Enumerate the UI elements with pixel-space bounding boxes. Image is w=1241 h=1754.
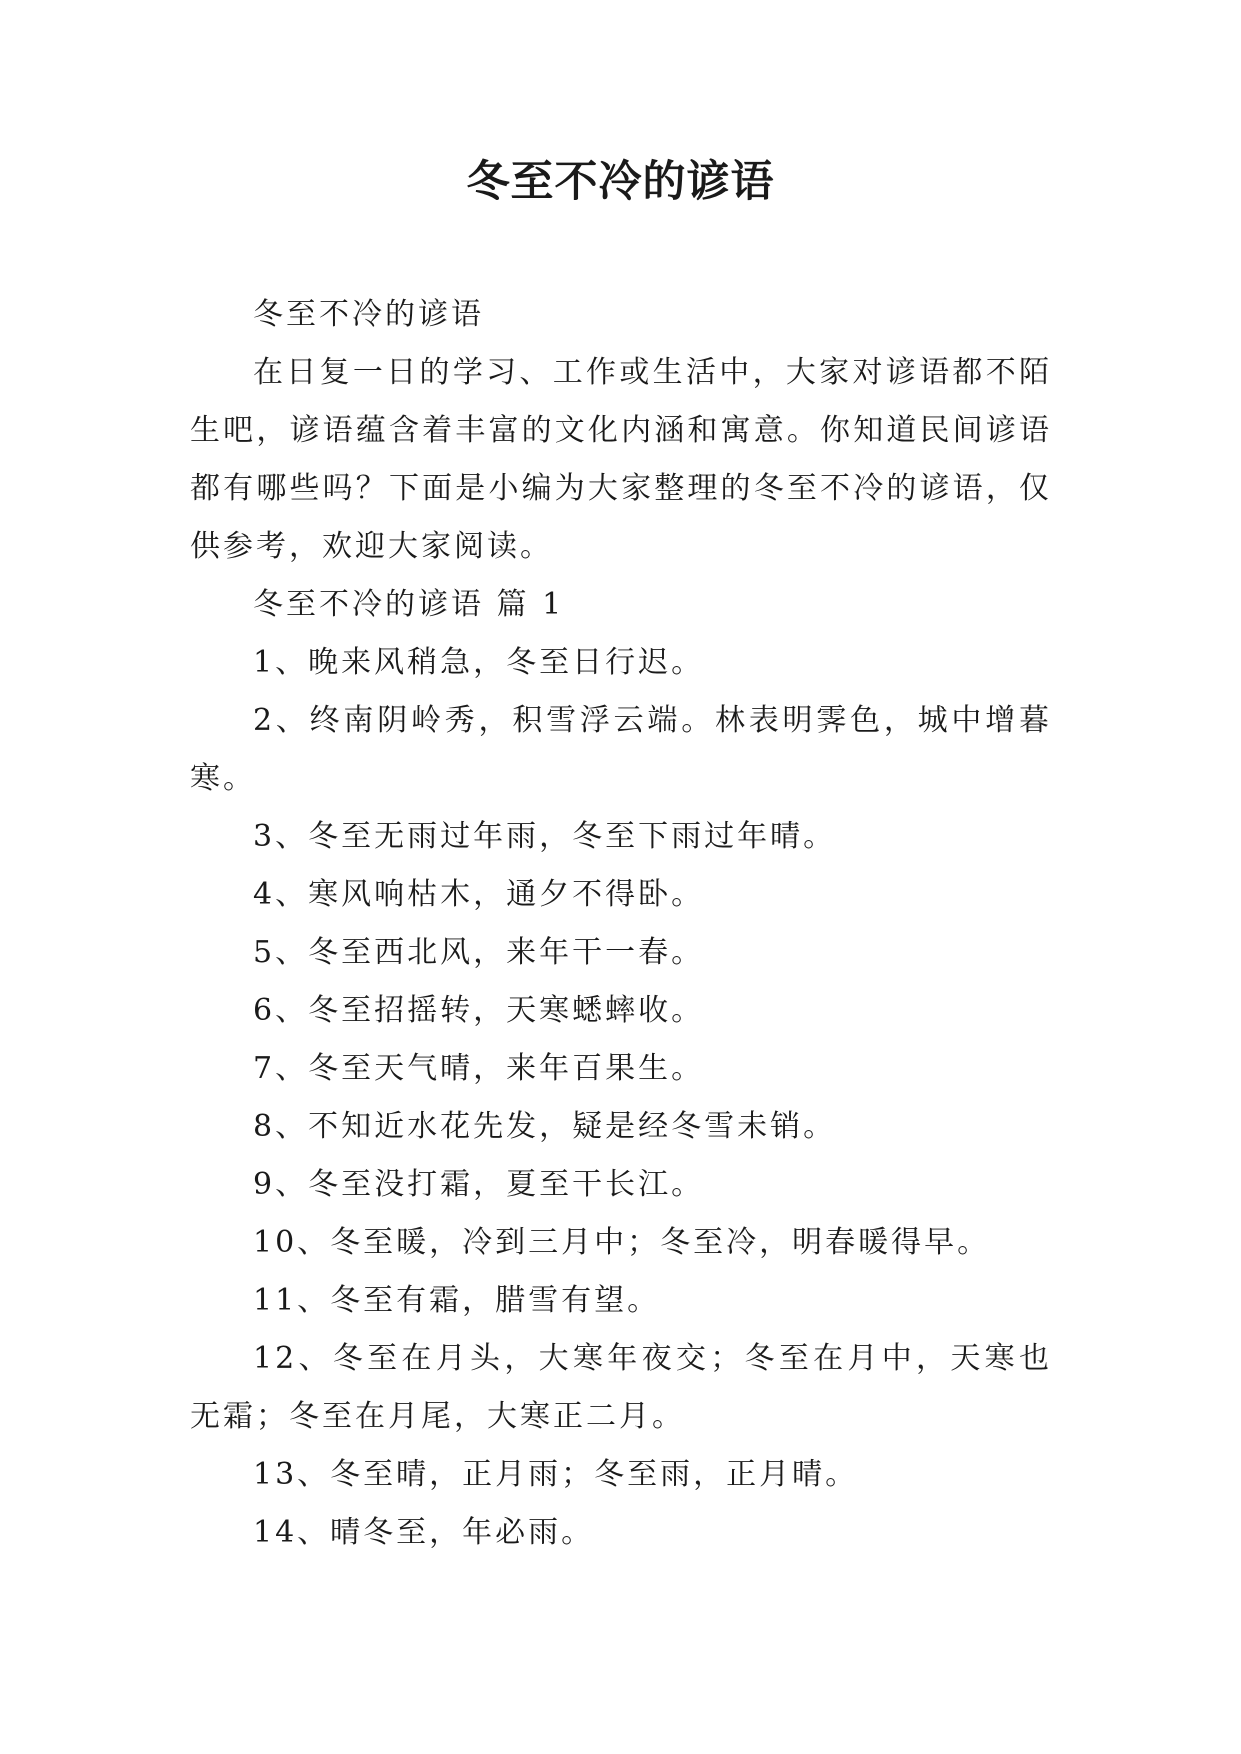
saying-item-1: 1、晚来风稍急，冬至日行迟。	[253, 645, 705, 680]
saying-item-3: 3、冬至无雨过年雨，冬至下雨过年晴。	[253, 819, 837, 854]
saying-item-13: 13、冬至晴，正月雨；冬至雨，正月晴。	[253, 1457, 859, 1492]
saying-item-8: 8、不知近水花先发，疑是经冬雪未销。	[253, 1109, 837, 1144]
document-body	[190, 286, 1052, 1562]
saying-item-7: 7、冬至天气晴，来年百果生。	[253, 1051, 705, 1086]
saying-item-6: 6、冬至招摇转，天寒蟋蟀收。	[253, 993, 705, 1028]
saying-item-2: 2、终南阴岭秀，积雪浮云端。林表明霁色，城中增暮寒。	[190, 703, 1052, 796]
subtitle-paragraph: 冬至不冷的谚语	[253, 297, 484, 332]
section-heading: 冬至不冷的谚语 篇 1	[253, 587, 565, 622]
intro-paragraph: 在日复一日的学习、工作或生活中，大家对谚语都不陌生吧，谚语蕴含着丰富的文化内涵和寓意。你知道民间谚语都有哪些吗？下面是小编为大家整理的冬至不冷的谚语，仅供参考，欢迎大家阅读。	[190, 355, 1052, 564]
document-title: 冬至不冷的谚语	[466, 157, 775, 207]
saying-item-14: 14、晴冬至，年必雨。	[253, 1515, 595, 1550]
saying-item-11: 11、冬至有霜，腊雪有望。	[253, 1283, 661, 1318]
saying-item-4: 4、寒风响枯木，通夕不得卧。	[253, 877, 705, 912]
saying-item-9: 9、冬至没打霜，夏至干长江。	[253, 1167, 705, 1202]
saying-item-12: 12、冬至在月头，大寒年夜交；冬至在月中，天寒也无霜；冬至在月尾，大寒正二月。	[190, 1341, 1052, 1434]
saying-item-5: 5、冬至西北风，来年干一春。	[253, 935, 705, 970]
saying-item-10: 10、冬至暖，冷到三月中；冬至冷，明春暖得早。	[253, 1225, 991, 1260]
